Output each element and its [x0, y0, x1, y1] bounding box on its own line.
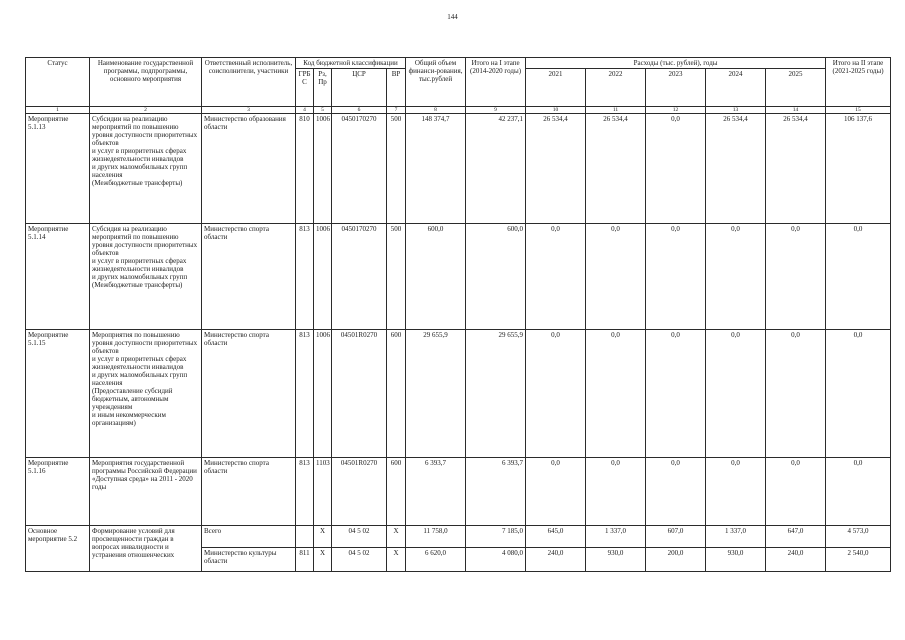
row-2023: 0,0 [646, 224, 706, 330]
row-2024: 930,0 [706, 548, 766, 572]
header-year-2022: 2022 [586, 69, 646, 107]
row-total: 148 374,7 [406, 114, 466, 224]
row-rzpr: 1006 [314, 224, 332, 330]
row-csr: 04501R0270 [332, 330, 387, 458]
column-number: 11 [586, 107, 646, 114]
row-stage2: 0,0 [826, 330, 891, 458]
main-event-name: Формирование условий для просвещенности граждан в вопросах инвалидности и устранения отношенческих [90, 526, 202, 572]
header-csr: ЦСР [332, 69, 387, 107]
row-stage1: 7 185,0 [466, 526, 526, 548]
header-stage2-total: Итого на II этапе (2021-2025 годы) [826, 58, 891, 107]
row-vr: 500 [387, 224, 406, 330]
column-number: 3 [202, 107, 296, 114]
header-year-2025: 2025 [766, 69, 826, 107]
row-vr: Х [387, 526, 406, 548]
table-row [26, 330, 891, 458]
header-year-2023: 2023 [646, 69, 706, 107]
table-row [26, 458, 891, 526]
row-csr: 0450170270 [332, 114, 387, 224]
column-number: 4 [296, 107, 314, 114]
row-2024: 0,0 [706, 224, 766, 330]
header-budget-code: Код бюджетной классификации [296, 58, 406, 69]
row-grbs: 813 [296, 458, 314, 526]
row-2025: 0,0 [766, 224, 826, 330]
column-number: 15 [826, 107, 891, 114]
row-2021: 0,0 [526, 458, 586, 526]
table-row [26, 224, 891, 330]
row-stage2: 4 573,0 [826, 526, 891, 548]
row-total: 11 758,0 [406, 526, 466, 548]
row-2021: 240,0 [526, 548, 586, 572]
row-2022: 0,0 [586, 330, 646, 458]
row-executor: Министерство спорта области [202, 330, 296, 458]
row-2022: 0,0 [586, 224, 646, 330]
row-2021: 0,0 [526, 224, 586, 330]
row-stage2: 2 540,0 [826, 548, 891, 572]
row-2023: 200,0 [646, 548, 706, 572]
row-2025: 0,0 [766, 458, 826, 526]
row-csr: 04 5 02 [332, 548, 387, 572]
row-total: 6 393,7 [406, 458, 466, 526]
row-2024: 0,0 [706, 458, 766, 526]
row-2022: 0,0 [586, 458, 646, 526]
row-rzpr: 1006 [314, 114, 332, 224]
table-row [26, 114, 891, 224]
header-year-2021: 2021 [526, 69, 586, 107]
row-2024: 1 337,0 [706, 526, 766, 548]
row-vr: 600 [387, 458, 406, 526]
row-csr: 0450170270 [332, 224, 387, 330]
column-number: 10 [526, 107, 586, 114]
row-status: Мероприятие 5.1.15 [26, 330, 90, 458]
header-grbs: ГРБ С [296, 69, 314, 107]
row-2022: 1 337,0 [586, 526, 646, 548]
row-stage1: 29 655,9 [466, 330, 526, 458]
row-2025: 0,0 [766, 330, 826, 458]
page-number: 144 [447, 13, 458, 21]
row-status: Мероприятие 5.1.14 [26, 224, 90, 330]
row-rzpr: Х [314, 548, 332, 572]
row-rzpr: 1006 [314, 330, 332, 458]
row-grbs [296, 526, 314, 548]
row-vr: Х [387, 548, 406, 572]
row-executor: Министерство образования области [202, 114, 296, 224]
row-executor: Министерство спорта области [202, 458, 296, 526]
row-2022: 930,0 [586, 548, 646, 572]
row-vr: 500 [387, 114, 406, 224]
header-expenses: Расходы (тыс. рублей), годы [526, 58, 826, 69]
row-total: 29 655,9 [406, 330, 466, 458]
row-stage2: 0,0 [826, 458, 891, 526]
row-2021: 645,0 [526, 526, 586, 548]
row-status: Мероприятие 5.1.13 [26, 114, 90, 224]
row-executor: Министерство спорта области [202, 224, 296, 330]
row-grbs: 813 [296, 224, 314, 330]
table-row [26, 526, 891, 548]
column-number: 14 [766, 107, 826, 114]
header-status: Статус [26, 58, 90, 107]
column-number: 7 [387, 107, 406, 114]
row-csr: 04501R0270 [332, 458, 387, 526]
row-stage2: 106 137,6 [826, 114, 891, 224]
header-executor: Ответственный исполнитель, соисполнители, участники [202, 58, 296, 107]
row-name: Субсидии на реализацию мероприятий по повышению уровня доступности приоритетных объектов и услуг в приоритетных сферах жизнедеятельности инвалидов и других маломобильных групп населения (Межбюджетные трансферты) [90, 114, 202, 224]
row-2021: 26 534,4 [526, 114, 586, 224]
row-vr: 600 [387, 330, 406, 458]
row-2021: 0,0 [526, 330, 586, 458]
row-total: 6 620,0 [406, 548, 466, 572]
column-number: 12 [646, 107, 706, 114]
row-rzpr: 1103 [314, 458, 332, 526]
row-executor: Всего [202, 526, 296, 548]
column-number: 1 [26, 107, 90, 114]
row-2023: 0,0 [646, 114, 706, 224]
row-stage1: 6 393,7 [466, 458, 526, 526]
row-grbs: 811 [296, 548, 314, 572]
column-number: 9 [466, 107, 526, 114]
column-number: 13 [706, 107, 766, 114]
header-total-volume: Общий объем финанси-рования, тыс.рублей [406, 58, 466, 107]
column-number: 8 [406, 107, 466, 114]
row-stage2: 0,0 [826, 224, 891, 330]
row-grbs: 810 [296, 114, 314, 224]
row-2023: 0,0 [646, 458, 706, 526]
row-stage1: 600,0 [466, 224, 526, 330]
row-2025: 647,0 [766, 526, 826, 548]
row-stage1: 4 080,0 [466, 548, 526, 572]
row-2025: 26 534,4 [766, 114, 826, 224]
row-2024: 0,0 [706, 330, 766, 458]
row-grbs: 813 [296, 330, 314, 458]
header-name: Наименование государственной программы, подпрограммы, основного мероприятия [90, 58, 202, 107]
header-vr: ВР [387, 69, 406, 107]
row-executor: Министерство культуры области [202, 548, 296, 572]
row-name: Мероприятия по повышению уровня доступности приоритетных объектов и услуг в приоритетных сферах жизнедеятельности инвалидов и других маломобильных групп населения (Предоставление субсидий бюджетным, автономным учреждениям и иным некоммерческим организациям) [90, 330, 202, 458]
header-year-2024: 2024 [706, 69, 766, 107]
row-2023: 607,0 [646, 526, 706, 548]
row-total: 600,0 [406, 224, 466, 330]
main-event-status: Основное мероприятие 5.2 [26, 526, 90, 572]
row-2022: 26 534,4 [586, 114, 646, 224]
row-rzpr: Х [314, 526, 332, 548]
row-2023: 0,0 [646, 330, 706, 458]
column-number: 5 [314, 107, 332, 114]
row-csr: 04 5 02 [332, 526, 387, 548]
row-name: Мероприятия государственной программы Российской Федерации «Доступная среда» на 2011 - 2020 годы [90, 458, 202, 526]
row-2024: 26 534,4 [706, 114, 766, 224]
column-number: 6 [332, 107, 387, 114]
budget-table [25, 57, 891, 572]
row-status: Мероприятие 5.1.16 [26, 458, 90, 526]
column-number: 2 [90, 107, 202, 114]
header-rzpr: Рз, Пр [314, 69, 332, 107]
row-stage1: 42 237,1 [466, 114, 526, 224]
header-stage1-total: Итого на I этапе (2014-2020 годы) [466, 58, 526, 107]
row-name: Субсидия на реализацию мероприятий по повышению уровня доступности приоритетных объектов и услуг в приоритетных сферах жизнедеятельности инвалидов и других маломобильных групп (Межбюджетные трансферты) [90, 224, 202, 330]
row-2025: 240,0 [766, 548, 826, 572]
